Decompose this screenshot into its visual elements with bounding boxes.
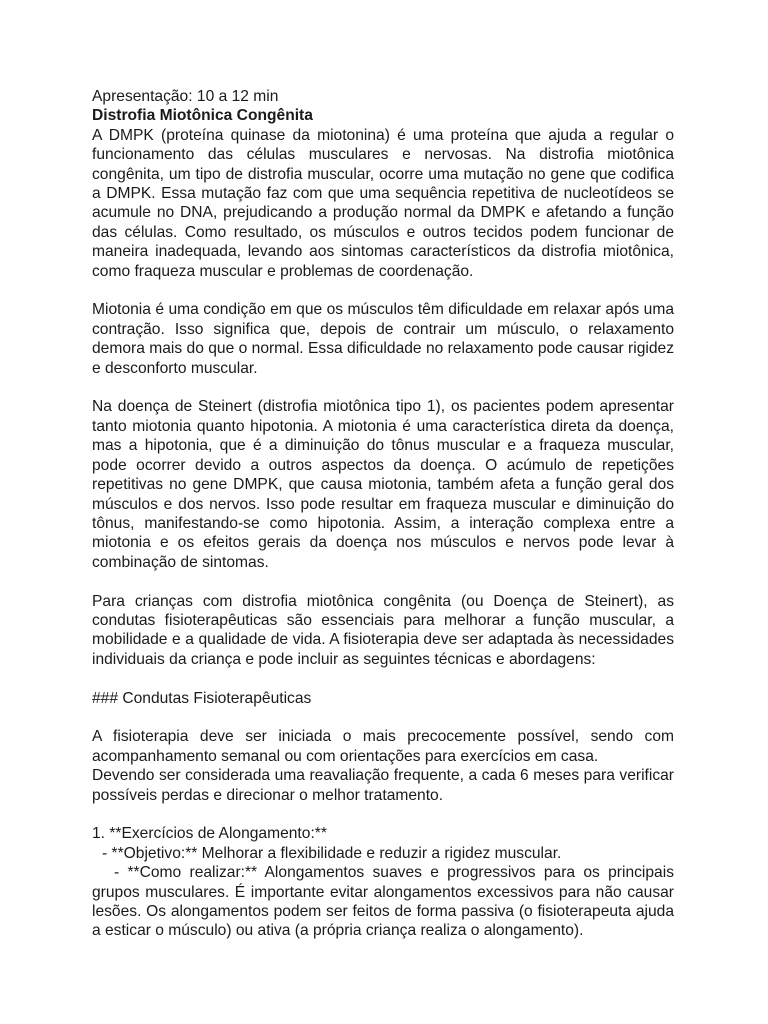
list-item-title: 1. **Exercícios de Alongamento:**: [92, 825, 327, 843]
list-item-objective: - **Objetivo:** Melhorar a flexibilidade e reduzir a rigidez muscular.: [102, 844, 562, 862]
paragraph-miotonia: Miotonia é uma condição em que os músculos têm dificuldade em relaxar após uma contração. Isso significa que, depois de contrair um músculo, o relaxamento demora mais do que o normal. Essa dificuldade no relaxamento pode causar rigidez e desconforto muscular.: [92, 301, 674, 377]
section-heading: ### Condutas Fisioterapêuticas: [92, 689, 312, 707]
list-item-how: - **Como realizar:** Alongamentos suaves e progressivos para os principais grupos musculares. É importante evitar alongamentos excessivos para não causar lesões. Os alongamentos podem ser feitos de forma passiva (o fisioterapeuta ajuda a esticar o músculo) ou ativa (a própria criança realiza o alongamento).: [92, 864, 674, 940]
presentation-time: Apresentação: 10 a 12 min: [92, 88, 279, 105]
paragraph-reavaliacao: Devendo ser considerada uma reavaliação frequente, a cada 6 meses para verificar possíveis perdas e direcionar o melhor tratamento.: [92, 767, 674, 804]
document-title: Distrofia Miotônica Congênita: [92, 107, 313, 125]
paragraph-criancas: Para crianças com distrofia miotônica congênita (ou Doença de Steinert), as condutas fisioterapêuticas são essenciais para melhorar a função muscular, a mobilidade e a qualidade de vida. A fisioterapia deve ser adaptada às necessidades individuais da criança e pode incluir as seguintes técnicas e abordagens:: [92, 592, 674, 668]
paragraph-dmpk: A DMPK (proteína quinase da miotonina) é uma proteína que ajuda a regular o funcionamento das células musculares e nervosas. Na distrofia miotônica congênita, um tipo de distrofia muscular, ocorre uma mutação no gene que codifica a DMPK. Essa mutação faz com que uma sequência repetitiva de nucleotídeos se acumule no DNA, prejudicando a produção normal da DMPK e afetando a função das células. Como resultado, os músculos e outros tecidos podem funcionar de maneira inadequada, levando aos sintomas característicos da distrofia miotônica, como fraqueza muscular e problemas de coordenação.: [92, 126, 674, 280]
document-page: [92, 87, 674, 941]
paragraph-steinert: Na doença de Steinert (distrofia miotônica tipo 1), os pacientes podem apresentar tanto miotonia quanto hipotonia. A miotonia é uma característica direta da doença, mas a hipotonia, que é a diminuição do tônus muscular e a fraqueza muscular, pode ocorrer devido a outros aspectos da doença. O acúmulo de repetições repetitivas no gene DMPK, que causa miotonia, também afeta a função geral dos músculos e dos nervos. Isso pode resultar em fraqueza muscular e diminuição do tônus, manifestando-se como hipotonia. Assim, a interação complexa entre a miotonia e os efeitos gerais da doença nos músculos e nervos pode levar à combinação de sintomas.: [92, 398, 674, 571]
paragraph-inicio: A fisioterapia deve ser iniciada o mais precocemente possível, sendo com acompanhamento semanal ou com orientações para exercícios em casa.: [92, 728, 674, 765]
list-item: [92, 824, 674, 940]
